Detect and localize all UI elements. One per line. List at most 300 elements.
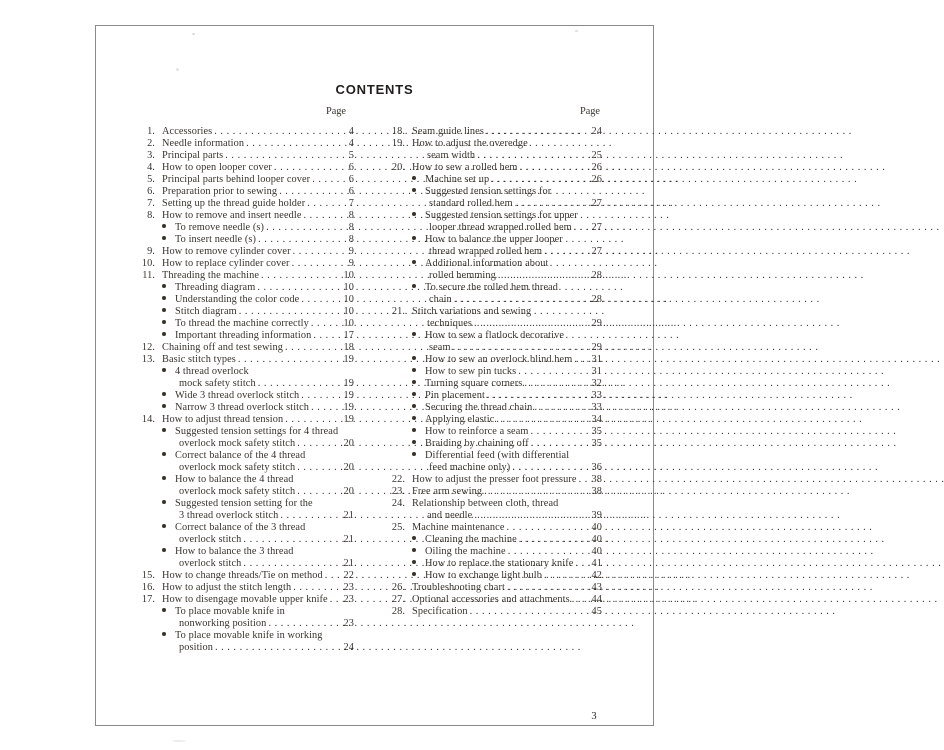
entry-title: Pin placement [425,390,485,401]
entry-page: 8 [348,210,354,221]
entry-title: mock safety stitch [179,378,256,389]
bullet-icon [162,498,175,510]
toc-entry [134,270,354,282]
dot-leader [293,246,341,258]
toc-entry [384,162,602,174]
entry-page: 29 [591,342,602,353]
entry-title: Chaining off and test sewing [162,342,284,353]
dot-leader [312,174,341,186]
entry-title: Machine maintenance [412,522,505,533]
dot-leader [574,222,589,234]
toc-entry [134,414,354,426]
bullet-icon [162,630,175,642]
toc-subentry [134,306,354,318]
bullet-icon [162,366,175,378]
entry-number: 17. [141,594,155,605]
bullet-icon [412,234,425,246]
dot-leader [243,534,341,546]
entry-title: overlock mock safety stitch [179,486,296,497]
entry-title: Narrow 3 thread overlock stitch [175,402,310,413]
entry-title: How to balance the 3 thread [175,546,294,557]
entry-page: 24 [343,642,354,653]
bullet-icon [412,546,425,558]
entry-page: 40 [591,546,602,557]
bullet-icon [162,234,175,246]
entry-number: 23. [391,486,405,497]
toc-subentry [384,222,602,234]
entry-title: How to change threads/Tie on method [162,570,323,581]
entry-title: overlock stitch [179,534,242,545]
bullet-icon [162,306,175,318]
toc-entry [134,138,354,150]
entry-title: looper thread wrapped rolled hem [429,222,572,233]
toc-subentry [134,462,354,474]
entry-title: How to reinforce a seam [425,426,529,437]
dot-leader [454,294,589,306]
entry-page: 22 [343,570,354,581]
toc-subentry [384,198,602,210]
dot-leader [311,318,341,330]
entry-title: standard rolled hem [429,198,513,209]
entry-page: 40 [591,534,602,545]
entry-title: Oiling the machine [425,546,506,557]
dot-leader [477,150,589,162]
entry-title: Suggested tension setting for the [175,498,313,509]
entry-title: To insert needle (s) [175,234,257,245]
toc-entry [134,570,354,582]
entry-title: How to remove and insert needle [162,210,302,221]
entry-title: Seam guide lines [412,126,484,137]
entry-page: 8 [348,222,354,233]
entry-title: Suggested tension settings for [425,186,552,197]
toc-subentry [384,354,602,366]
toc-entry [384,126,602,138]
entry-title: Principal parts behind looper cover [162,174,311,185]
dot-leader [544,246,589,258]
entry-page: 33 [591,390,602,401]
entry-page: 21 [343,510,354,521]
entry-title: 3 thread overlock stitch [179,510,279,521]
page-column-label-left: Page [325,106,346,117]
entry-page: 39 [591,510,602,521]
toc-entry [384,498,602,510]
toc-column-right [384,126,602,618]
dot-leader [474,510,589,522]
dot-leader [524,378,589,390]
dot-leader [258,234,341,246]
entry-number: 16. [141,582,155,593]
scan-speckle [172,740,186,742]
entry-title: Additional information about [425,258,549,269]
entry-page: 42 [591,570,602,581]
entry-page: 10 [343,270,354,281]
dot-leader [520,162,589,174]
scan-speckle [176,68,179,71]
entry-page: 21 [343,558,354,569]
entry-title: How to sew an overlock blind hem [425,354,573,365]
entry-page: 33 [591,402,602,413]
bullet-icon [412,390,425,402]
bullet-icon [412,186,425,198]
entry-number: 7. [147,198,155,209]
bullet-icon [412,174,425,186]
toc-entry [134,246,354,258]
toc-subentry [384,450,602,462]
entry-number: 3. [147,150,155,161]
entry-title: Wide 3 thread overlock stitch [175,390,300,401]
toc-subentry [384,270,602,282]
entry-page: 24 [591,126,602,137]
dot-leader [508,546,589,558]
entry-page: 19 [343,378,354,389]
toc-subentry [134,474,354,486]
dot-leader [518,366,589,378]
entry-title: Principal parts [162,150,224,161]
entry-title: Differential feed (with differential [425,450,570,461]
bullet-icon [162,222,175,234]
entry-page: 4 [348,126,354,137]
entry-title: seam [429,342,451,353]
dot-leader [507,522,589,534]
entry-title: Stitch variations and sewing [412,306,532,317]
entry-page: 8 [348,234,354,245]
toc-subentry [134,294,354,306]
entry-title: thread wrapped rolled hem [429,246,543,257]
dot-leader [297,438,341,450]
entry-page: 31 [591,354,602,365]
toc-subentry [384,342,602,354]
dot-leader [268,618,341,630]
entry-page: 27 [591,222,602,233]
toc-entry [384,138,602,150]
toc-subentry [134,234,354,246]
toc-entry [134,126,354,138]
toc-entry [384,318,602,330]
toc-entry [384,306,602,318]
entry-title: Turning square corners [425,378,523,389]
toc-subentry [134,390,354,402]
entry-number: 21. [391,306,405,317]
entry-page: 40 [591,522,602,533]
toc-subentry [384,366,602,378]
entry-title: Correct balance of the 3 thread [175,522,306,533]
entry-page: 29 [591,318,602,329]
entry-title: overlock mock safety stitch [179,462,296,473]
bullet-icon [412,558,425,570]
toc-subentry [134,438,354,450]
toc-subentry [134,282,354,294]
entry-page: 28 [591,294,602,305]
entry-page: 19 [343,390,354,401]
toc-subentry [134,486,354,498]
entry-title: seam width [427,150,476,161]
entry-title: Accessories [162,126,213,137]
toc-subentry [384,402,602,414]
dot-leader [487,390,589,402]
dot-leader [293,582,341,594]
dot-leader [575,558,589,570]
toc-entry [134,186,354,198]
page-number: 3 [591,711,597,722]
entry-title: Setting up the thread guide holder [162,198,306,209]
dot-leader [238,354,341,366]
entry-page: 21 [343,534,354,545]
entry-title: Machine set up [425,174,490,185]
entry-title: Specification [412,606,468,617]
bullet-icon [162,546,175,558]
entry-number: 20. [391,162,405,173]
toc-entry [134,162,354,174]
entry-title: How to replace cylinder cover [162,258,290,269]
dot-leader [498,270,589,282]
entry-number: 1. [147,126,155,137]
bullet-icon [412,450,425,462]
toc-subentry [134,642,354,654]
bullet-icon [162,390,175,402]
dot-leader [512,462,589,474]
dot-leader [239,306,341,318]
dot-leader [307,198,341,210]
entry-title: Stitch diagram [175,306,237,317]
entry-title: Preparation prior to sewing [162,186,278,197]
toc-subentry [384,534,602,546]
entry-page: 4 [348,138,354,149]
toc-subentry [134,498,354,510]
toc-subentry [384,258,602,270]
entry-title: Suggested tension settings for upper [425,210,578,221]
toc-subentry [134,522,354,534]
dot-leader [572,594,589,606]
entry-title: To thread the machine correctly [175,318,309,329]
entry-number: 4. [147,162,155,173]
bullet-icon [412,330,425,342]
dot-leader [531,438,589,450]
entry-title: Basic stitch types [162,354,236,365]
entry-page: 19 [343,354,354,365]
toc-subentry [384,186,602,198]
dot-leader [474,318,589,330]
dot-leader [297,486,341,498]
bullet-icon [412,414,425,426]
dot-leader [311,402,341,414]
scan-speckle [575,30,578,32]
entry-title: How to sew pin tucks [425,366,517,377]
entry-page: 23 [343,582,354,593]
toc-subentry [384,294,602,306]
entry-title: position [179,642,213,653]
entry-title: How to exchange light bulb [425,570,542,581]
toc-subentry [134,330,354,342]
entry-number: 18. [391,126,405,137]
bullet-icon [412,570,425,582]
entry-number: 27. [391,594,405,605]
dot-leader [257,282,341,294]
entry-number: 9. [147,246,155,257]
bullet-icon [162,318,175,330]
dot-leader [304,210,342,222]
entry-number: 25. [391,522,405,533]
dot-leader [574,354,589,366]
bullet-icon [412,402,425,414]
entry-title: How to sew a flatlock decorative [425,330,565,341]
entry-number: 8. [147,210,155,221]
dot-leader [274,162,341,174]
entry-title: Cleaning the machine [425,534,517,545]
entry-title: How to adjust thread tension [162,414,284,425]
toc-subentry [134,222,354,234]
entry-title: How to balance the upper looper [425,234,563,245]
entry-page: 10 [343,282,354,293]
entry-number: 10. [141,258,155,269]
entry-number: 13. [141,354,155,365]
toc-subentry [384,174,602,186]
entry-title: How to adjust the overedge [412,138,528,149]
entry-page: 28 [591,270,602,281]
entry-page: 36 [591,462,602,473]
bullet-icon [412,438,425,450]
entry-page: 25 [591,150,602,161]
toc-subentry [134,546,354,558]
toc-subentry [384,210,602,222]
entry-number: 2. [147,138,155,149]
toc-entry [384,594,602,606]
entry-page: 26 [591,174,602,185]
page-border [95,25,654,726]
entry-title: To remove needle (s) [175,222,265,233]
scan-speckle [192,33,195,35]
toc-subentry [134,534,354,546]
entry-title: Applying elastic [425,414,495,425]
dot-leader [486,126,589,138]
toc-subentry [384,558,602,570]
entry-page: 43 [591,582,602,593]
entry-page: 9 [348,258,354,269]
dot-leader [301,294,341,306]
dot-leader [519,534,589,546]
entry-page: 38 [591,486,602,497]
entry-page: 10 [343,306,354,317]
entry-page: 32 [591,378,602,389]
toc-entry [384,582,602,594]
entry-title: Needle information [162,138,245,149]
dot-leader [266,222,341,234]
toc-subentry [134,366,354,378]
entry-title: feed machine only) [429,462,511,473]
dot-leader [313,330,341,342]
toc-subentry [134,426,354,438]
entry-title: Optional accessories and attachments [412,594,570,605]
entry-title: Free arm sewing [412,486,483,497]
entry-page: 18 [343,342,354,353]
entry-number: 5. [147,174,155,185]
dot-leader [243,558,341,570]
toc-subentry [384,390,602,402]
toc-subentry [134,402,354,414]
dot-leader [515,198,589,210]
entry-title: How to adjust the stitch length [162,582,292,593]
dot-leader [330,594,341,606]
entry-number: 24. [391,498,405,509]
bullet-icon [412,378,425,390]
dot-leader [531,426,589,438]
toc-subentry [384,438,602,450]
dot-leader [325,570,341,582]
entry-number: 12. [141,342,155,353]
entry-title: Suggested tension settings for 4 thread [175,426,339,437]
entry-title: Threading the machine [162,270,260,281]
toc-entry [384,150,602,162]
entry-title: Securing the thread chain [425,402,533,413]
toc-subentry [384,546,602,558]
dot-leader [246,138,341,150]
entry-title: How to replace the stationary knife [425,558,574,569]
dot-leader [280,510,341,522]
entry-page: 10 [343,294,354,305]
entry-title: How to adjust the presser foot pressure [412,474,577,485]
entry-page: 9 [348,246,354,257]
toc-entry [134,342,354,354]
dot-leader [484,486,589,498]
bullet-icon [412,534,425,546]
dot-leader [470,606,589,618]
dot-leader [285,342,341,354]
entry-title: How to disengage movable upper knife [162,594,328,605]
toc-entry [134,174,354,186]
bullet-icon [162,426,175,438]
entry-page: 10 [343,318,354,329]
toc-column-left [134,126,354,654]
dot-leader [215,642,341,654]
toc-subentry [384,282,602,294]
entry-title: How to open looper cover [162,162,272,173]
toc-entry [134,582,354,594]
toc-subentry [134,450,354,462]
entry-page: 6 [348,186,354,197]
entry-title: Relationship between cloth, thread [412,498,559,509]
entry-title: Important threading information [175,330,312,341]
bullet-icon [162,522,175,534]
entry-page: 20 [343,438,354,449]
bullet-icon [412,258,425,270]
bullet-icon [162,402,175,414]
toc-entry [384,486,602,498]
dot-leader [301,390,341,402]
toc-subentry [384,378,602,390]
bullet-icon [162,474,175,486]
entry-page: 23 [343,618,354,629]
dot-leader [507,582,589,594]
entry-page: 45 [591,606,602,617]
entry-title: How to balance the 4 thread [175,474,294,485]
dot-leader [279,186,341,198]
entry-number: 22. [391,474,405,485]
entry-title: Threading diagram [175,282,256,293]
entry-title: 4 thread overlock [175,366,249,377]
entry-page: 35 [591,438,602,449]
page-column-label-right: Page [579,106,600,117]
entry-page: 20 [343,486,354,497]
toc-subentry [384,570,602,582]
dot-leader [496,414,589,426]
entry-number: 19. [391,138,405,149]
entry-page: 41 [591,558,602,569]
entry-title: How to remove cylinder cover [162,246,291,257]
entry-title: To secure the rolled hem thread [425,282,559,293]
entry-page: 44 [591,594,602,605]
entry-page: 20 [343,462,354,473]
entry-title: overlock stitch [179,558,242,569]
toc-entry [384,510,602,522]
